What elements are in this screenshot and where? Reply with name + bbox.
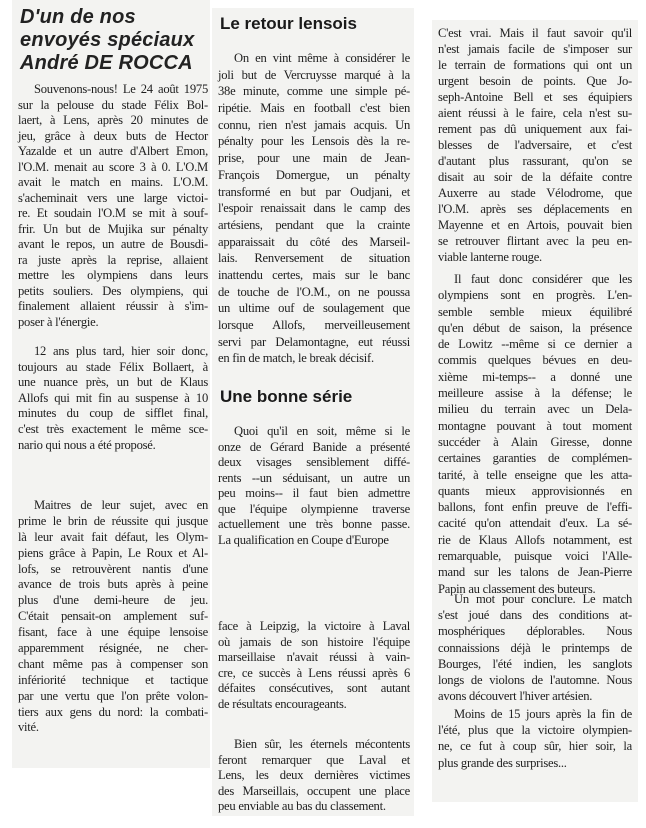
text-line: Allofs qui mit fin au suspense à 10	[18, 390, 208, 405]
text-line: actuellement une très bonne passe.	[218, 517, 410, 531]
text-line: connaissions déjà le printemps de	[438, 640, 632, 655]
text-line: joli but de Vercruysse marqué à la	[218, 67, 410, 82]
text-line: avance de trois buts après à peine	[18, 577, 208, 592]
text-line: Quoi qu'il en soit, même si le	[234, 424, 410, 438]
paragraph	[18, 344, 208, 453]
text-line: urgent besoin de points. Que Jo-	[438, 74, 632, 88]
text-line: chant même pas à compenser son	[18, 656, 208, 671]
text-line: que l'équipe olympienne traverse	[218, 501, 410, 516]
paragraph	[218, 619, 410, 713]
text-line: mand sur les talons de Jean-Pierre	[438, 565, 632, 580]
text-line: se retrouver flirtant avec la peu en-	[438, 234, 632, 248]
text-line: disait au soir de la défaite contre	[438, 170, 632, 184]
text-line: Papin au classement des buteurs.	[438, 581, 596, 596]
text-line: de Lowitz --même si ce dernier a	[438, 337, 632, 352]
text-line: là leur avait fait défaut, les Olym-	[18, 529, 208, 544]
text-line: jeu, grâce à deux buts de Hector	[18, 128, 208, 143]
text-line: finalement allaient réussir à s'im-	[18, 299, 208, 313]
text-line: Souvenons-nous! Le 24 août 1975	[34, 82, 208, 96]
text-line: artésiens, pendant que la crainte	[218, 217, 410, 232]
byline-line: envoyés spéciaux	[20, 29, 195, 51]
paragraph	[438, 591, 632, 704]
text-line: montagne pouvant à tout moment	[438, 418, 632, 433]
column-3	[432, 20, 638, 802]
text-line: Maitres de leur sujet, avec en	[34, 498, 208, 512]
text-line: lais. Renversement de situation	[218, 251, 410, 266]
text-line: peu moins-- il faut bien admettre	[218, 486, 410, 500]
text-line: nario qui nous a été proposé.	[18, 437, 156, 452]
paragraph	[18, 82, 208, 330]
text-line: fisant, face à une équipe lensoise	[18, 625, 208, 640]
text-line: 38e minute, comme une simple pé-	[218, 84, 410, 99]
byline-heading	[20, 6, 210, 75]
text-line: prise, pour une main de Jean-	[218, 151, 410, 166]
text-line: certaines garanties de complémen-	[438, 451, 632, 466]
section-heading: Une bonne série	[220, 387, 353, 406]
text-line: marseillaise n'avait réussi à vain-	[218, 650, 410, 665]
text-line: d'autant plus rassurant, qu'on se	[438, 154, 632, 168]
paragraph	[18, 498, 208, 736]
text-line: l'été, plus que la victoire olympien-	[438, 723, 632, 738]
text-line: n'est jamais facile de s'imposer sur	[438, 42, 632, 56]
text-line: qu'en début de saison, la présence	[438, 320, 632, 335]
text-line: défaites consécutives, sont autant	[218, 681, 410, 696]
byline-line: D'un de nos	[20, 6, 136, 28]
text-line: commis quelques bévues en deu-	[438, 353, 632, 368]
text-line: Bourges, l'été indien, les sanglots	[438, 656, 632, 671]
text-line: tiers aux gens du nord: la combati-	[18, 704, 208, 719]
text-line: transformé en but par Oudjani, et	[218, 184, 410, 199]
text-line: milieu du terrain avec un Dela-	[438, 402, 632, 417]
text-line: lofs, se retrouvèrent nantis d'une	[18, 561, 208, 576]
text-line: deux visages sensiblement diffé-	[218, 455, 410, 469]
text-line: plus grande des surprises...	[438, 755, 567, 770]
text-line: l'O.M. menait au score 3 à 0. L'O.M	[18, 159, 208, 174]
text-line: Yazalde et un autre d'Albert Emon,	[18, 144, 208, 158]
paragraph	[438, 271, 632, 597]
text-line: quants mieux approvisionnés en	[438, 483, 632, 498]
text-line: tarité, à telle enseigne que les atta-	[438, 467, 632, 482]
text-line: infériorité technique et tactique	[18, 672, 208, 687]
text-line: La qualification en Coupe d'Europe	[218, 532, 389, 547]
text-line: meilleure assise à la défense; le	[438, 386, 632, 401]
text-line: apparaissait du côté des Marseil-	[218, 234, 410, 249]
text-line: François Domergue, un pénalty	[218, 167, 410, 182]
text-line: viable lanterne rouge.	[438, 250, 542, 264]
text-line: rents --un séduisant, un autre un	[218, 470, 410, 485]
text-line: poser à l'énergie.	[18, 314, 99, 329]
text-line: plus d'une demi-heure de jeu.	[18, 593, 208, 608]
paragraph	[218, 50, 410, 367]
text-line: mettre les olympiens dans leurs	[18, 268, 208, 282]
text-line: une nuance près, un but de Klaus	[18, 375, 208, 390]
text-line: semble semble mieux équilibré	[438, 304, 632, 319]
text-line: avait le match en mains. L'O.M.	[18, 175, 208, 189]
text-line: où jamais de son histoire l'équipe	[218, 634, 410, 649]
text-line: prime le brin de réussite qui jusque	[18, 513, 208, 528]
text-line: apparemment résignée, ne cher-	[18, 641, 208, 656]
text-line: servi par Delamontagne, eut réussi	[218, 334, 410, 349]
text-line: de résultats encourageants.	[218, 696, 347, 711]
text-line: 12 ans plus tard, hier soir donc,	[34, 344, 208, 358]
text-line: ne, ce fut à coup sûr, hier soir, la	[438, 739, 632, 754]
text-line: minutes du coup de sifflet final,	[18, 406, 208, 421]
text-line: longs de violons de l'automne. Nous	[438, 672, 632, 687]
text-line: Il faut donc considérer que les	[454, 272, 632, 286]
text-line: C'était pensait-on amplement suf-	[18, 609, 208, 624]
text-line: olympiens sont en progrès. L'en-	[438, 288, 632, 303]
text-line: s'est joué dans des conditions at-	[438, 608, 632, 623]
text-line: avant le repos, un autre de Bousdi-	[18, 237, 208, 251]
paragraph	[438, 25, 632, 265]
text-line: succéder à Alain Giresse, donne	[438, 434, 632, 449]
column-2	[212, 8, 414, 816]
text-line: un ultime ouf de soulagement que	[218, 301, 410, 316]
text-line: C'est vrai. Mais il faut savoir qu'il	[438, 26, 632, 40]
text-line: pénalty pour les Lensois dès la re-	[218, 134, 410, 149]
text-line: Auxerre au stade Vélodrome, que	[438, 186, 632, 200]
text-line: toujours au stade Félix Bollaert, à	[18, 359, 208, 374]
text-line: des Marseillais, occupent une place	[218, 783, 410, 798]
paragraph	[218, 424, 410, 548]
text-line: aient réussi à le faire, cela n'est su-	[438, 106, 632, 120]
text-line: re. Et soudain l'O.M se mit à souf-	[18, 206, 208, 220]
text-line: mosphériques déplorables. Nous	[438, 624, 632, 639]
text-line: remarquable, puisque voici l'Alle-	[438, 549, 632, 564]
text-line: sur la pelouse du stade Félix Bol-	[18, 97, 208, 112]
text-line: seph-Antoine Bell et ses équipiers	[438, 90, 632, 104]
text-line: inattendu certes, mais sur le banc	[218, 267, 410, 282]
text-line: peu enviable au bas du classement.	[218, 799, 386, 814]
text-line: Moins de 15 jours après la fin de	[454, 707, 632, 721]
text-line: vité.	[18, 720, 39, 735]
text-line: de touche de l'O.M., on ne poussa	[218, 284, 410, 299]
text-line: Mayenne et en Artois, pouvait bien	[438, 218, 632, 232]
paragraph	[438, 706, 632, 771]
text-line: cacité qu'on attendait d'eux. La sé-	[438, 516, 632, 531]
text-line: face à Leipzig, la victoire à Laval	[218, 619, 410, 633]
text-line: laert, à Lens, après 20 minutes de	[18, 113, 208, 127]
text-line: ra juste après la reprise, allaient	[18, 252, 208, 267]
text-line: en fin de match, le break décisif.	[218, 351, 374, 366]
paragraph	[218, 737, 410, 815]
text-line: ballons, font enfin preuve de l'effi-	[438, 500, 632, 515]
text-line: feront remarquer que Laval et	[218, 752, 410, 767]
text-line: avons découvert l'hiver artésien.	[438, 689, 593, 704]
text-line: blesses de l'adversaire, et c'est	[438, 138, 632, 152]
text-line: lorsque Allofs, merveilleusement	[218, 318, 410, 332]
column-1	[12, 0, 210, 768]
text-line: l'espoir renaissait dans le camp des	[218, 201, 410, 216]
text-line: rement pas dû uniquement aux fai-	[438, 122, 632, 136]
text-line: c'est très exactement le même sce-	[18, 421, 208, 436]
text-line: connu, rien n'est jamais acquis. Un	[218, 117, 410, 132]
text-line: le terrain de formations qui ont un	[438, 58, 632, 72]
text-line: rie de Klaus Allofs notamment, est	[438, 532, 632, 547]
text-line: petits souliers. Des olympiens, qui	[18, 283, 208, 298]
text-line: piens grâce à Papin, Le Roux et Al-	[18, 545, 208, 560]
text-line: onze de Gérard Banide a présenté	[218, 439, 410, 454]
text-line: cre, ce succès à Lens réussi après 6	[218, 665, 410, 680]
text-line: frir. Un but de Mujika sur pénalty	[18, 221, 208, 236]
byline-line: André DE ROCCA	[20, 52, 193, 74]
text-line: par une vertu que l'on prête volon-	[18, 688, 208, 703]
text-line: Lens, les deux dernières victimes	[218, 768, 410, 783]
text-line: On en vint même à considérer le	[234, 51, 410, 65]
text-line: Un mot pour conclure. Le match	[454, 592, 632, 606]
text-line: l'O.M. après ses déplacements en	[438, 202, 632, 216]
text-line: s'acheminait vers une large victoi-	[18, 190, 208, 205]
section-heading: Le retour lensois	[220, 14, 357, 33]
text-line: ripétie. Mais en football c'est bien	[218, 101, 410, 116]
text-line: xième mi-temps-- a donné une	[438, 369, 632, 384]
text-line: Bien sûr, les éternels mécontents	[234, 737, 410, 751]
